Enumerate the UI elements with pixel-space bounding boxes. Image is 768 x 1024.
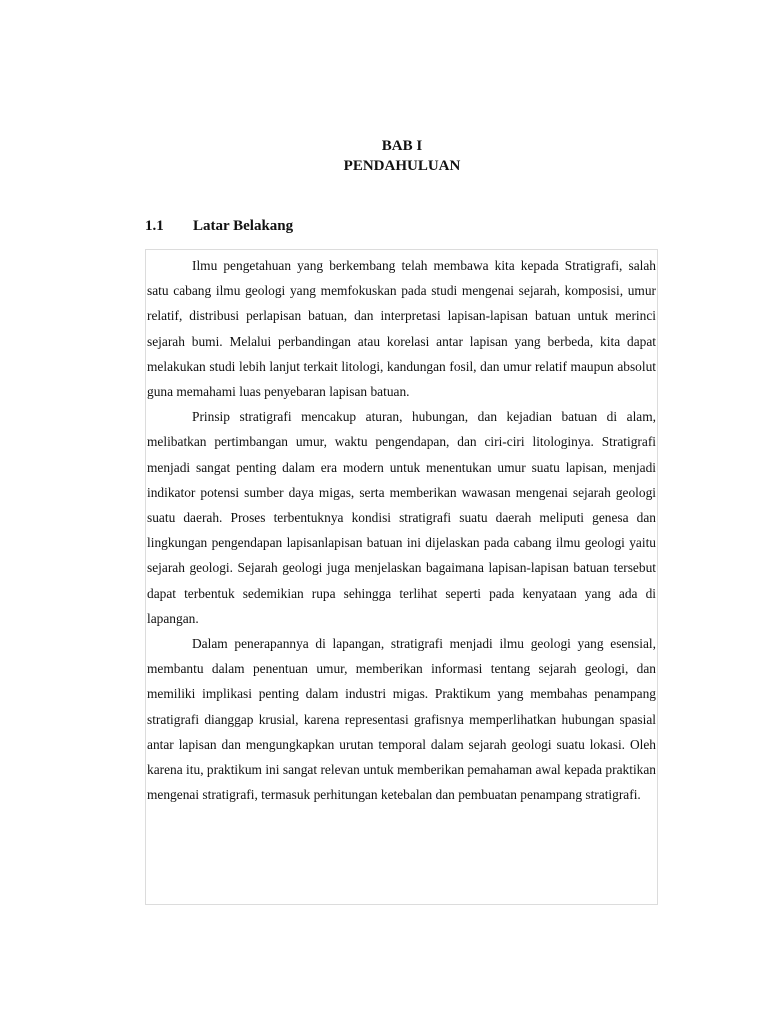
chapter-label: BAB I	[381, 138, 423, 154]
chapter-title: PENDAHULUAN	[343, 158, 461, 174]
body-text-box	[145, 249, 658, 905]
section-title: Latar Belakang	[193, 218, 294, 234]
paragraph-3: Dalam penerapannya di lapangan, stratigrafi menjadi ilmu geologi yang esensial, membantu dalam penentuan umur, memberikan informasi tentang sejarah geologi, dan memiliki implikasi penting dalam industri migas. Praktikum yang membahas penampang stratigrafi dianggap krusial, karena representasi grafisnya memperlihatkan hubungan spasial antar lapisan dan mengungkapkan urutan temporal dalam sejarah geologi suatu lokasi. Oleh karena itu, praktikum ini sangat relevan untuk memberikan pemahaman awal kepada praktikan mengenai stratigrafi, termasuk perhitungan ketebalan dan pembuatan penampang stratigrafi.	[147, 636, 656, 803]
section-number: 1.1	[145, 218, 164, 234]
section-heading	[145, 216, 293, 236]
chapter-heading	[0, 136, 768, 176]
paragraph-2: Prinsip stratigrafi mencakup aturan, hubungan, dan kejadian batuan di alam, melibatkan pertimbangan umur, waktu pengendapan, dan ciri-ciri litologinya. Stratigrafi menjadi sangat penting dalam era modern untuk menentukan umur suatu lapisan, menjadi indikator potensi sumber daya migas, serta memberikan wawasan mengenai sejarah geologi suatu daerah. Proses terbentuknya kondisi stratigrafi suatu daerah meliputi genesa dan lingkungan pengendapan lapisanlapisan batuan ini dijelaskan pada cabang ilmu geologi yaitu sejarah geologi. Sejarah geologi juga menjelaskan bagaimana lapisan-lapisan batuan tersebut dapat terbentuk sedemikian rupa sehingga terlihat seperti pada kenyataan yang ada di lapangan.	[147, 409, 656, 626]
paragraph-1: Ilmu pengetahuan yang berkembang telah membawa kita kepada Stratigrafi, salah satu cabang ilmu geologi yang memfokuskan pada studi mengenai sejarah, komposisi, umur relatif, distribusi perlapisan batuan, dan interpretasi lapisan-lapisan batuan untuk merinci sejarah bumi. Melalui perbandingan atau korelasi antar lapisan yang berbeda, kita dapat melakukan studi lebih lanjut terkait litologi, kandungan fosil, dan umur relatif maupun absolut guna memahami luas penyebaran lapisan batuan.	[147, 258, 656, 400]
